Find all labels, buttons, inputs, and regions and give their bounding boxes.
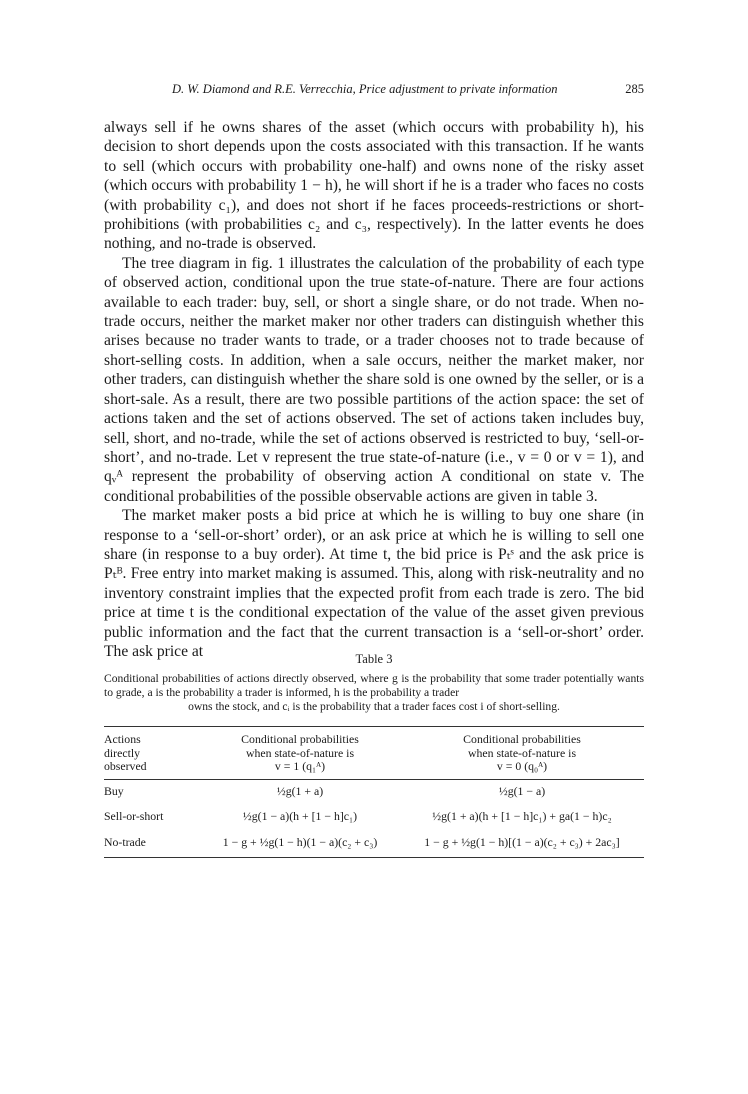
table-row [104, 779, 644, 805]
probability-table [104, 726, 644, 858]
row-action: Sell-or-short [104, 809, 164, 824]
header-actions: Actions directly observed [104, 732, 147, 774]
row-prob-v0: ½g(1 + a)(h + [1 − h]c₁) + ga(1 − h)c₂ [432, 809, 612, 824]
row-prob-v0: 1 − g + ½g(1 − h)[(1 − a)(c₂ + c₃) + 2ac₃] [424, 834, 620, 849]
paragraph-1: always sell if he owns shares of the asset (which occurs with probability h), his decision to short depends upon the costs associated with this transaction. If he wants to sell (which occurs with probability one-half) and owns none of the risky asset (which occurs with probability 1 − h), he will short if he is a trader who faces no costs (with probability c₁), and does not short if he faces proceeds-restrictions or short-prohibitions (with probabilities c₂ and c₃, respectively). In the latter events he does nothing, and no-trade is observed. [104, 119, 644, 253]
row-prob-v0: ½g(1 − a) [498, 783, 546, 798]
row-prob-v1: 1 − g + ½g(1 − h)(1 − a)(c₂ + c₃) [222, 834, 378, 849]
row-action: No-trade [104, 834, 146, 849]
header-state-1: Conditional probabilities when state-of-nature is v = 1 (q₁ᴬ) [241, 732, 359, 774]
row-action: Buy [104, 783, 124, 798]
table-caption-last-line: owns the stock, and cᵢ is the probability that a trader faces cost i of short-selling. [188, 700, 560, 714]
table-caption-text: Conditional probabilities of actions directly observed, where g is the probability that some trader potentially wants to grade, a is the probability a trader is informed, h is the probability a trader [104, 672, 644, 700]
body-text [104, 118, 644, 661]
page-number: 285 [625, 82, 644, 96]
running-header [104, 82, 644, 100]
running-title: D. W. Diamond and R.E. Verrecchia, Price adjustment to private information [172, 82, 558, 96]
row-prob-v1: ½g(1 + a) [276, 783, 324, 798]
table-row [104, 805, 644, 831]
paragraph-2: The tree diagram in fig. 1 illustrates the calculation of the probability of each type of observed action, conditional upon the true state-of-nature. There are four actions available to each trader: buy, sell, or short a single share, or do not trade. When no-trade occurs, neither the market maker nor other traders can distinguish whether this arises because no trader wants to trade, or a trader chooses not to trade because of short-selling costs. In addition, when a sale occurs, neither the market maker, nor other traders, can distinguish whether the share sold is one owned by the seller, or is a short-sale. As a result, there are two possible partitions of the action space: the set of actions taken and the set of actions observed. The set of actions taken includes buy, sell, short, and no-trade, while the set of actions observed is restricted to buy, ‘sell-or-short’, and no-trade. Let v represent the true state-of-nature (i.e., v = 0 or v = 1), and qᵥᴬ represent the probability of observing action A conditional on state v. The conditional probabilities of the possible observable actions are given in table 3. [104, 254, 644, 505]
paragraph-3: The market maker posts a bid price at which he is willing to buy one share (in response to a ‘sell-or-short’ order), or an ask price at which he is willing to sell one share (in response to a buy order). At time t, the bid price is Pₜˢ and the ask price is Pₜᴮ. Free entry into market making is assumed. This, along with risk-neutrality and no inventory constraint implies that the expected profit from each trade is zero. The bid price at time t is the conditional expectation of the value of the asset given previous public information and the fact that the current transaction is a ‘sell-or-short’ order. The ask price at [104, 507, 644, 660]
table-label: Table 3 [355, 652, 393, 666]
table-header-row [104, 727, 644, 780]
table-caption [104, 672, 644, 715]
table-row [104, 831, 644, 857]
row-prob-v1: ½g(1 − a)(h + [1 − h]c₁) [242, 809, 358, 824]
header-state-0: Conditional probabilities when state-of-nature is v = 0 (q₀ᴬ) [463, 732, 581, 774]
